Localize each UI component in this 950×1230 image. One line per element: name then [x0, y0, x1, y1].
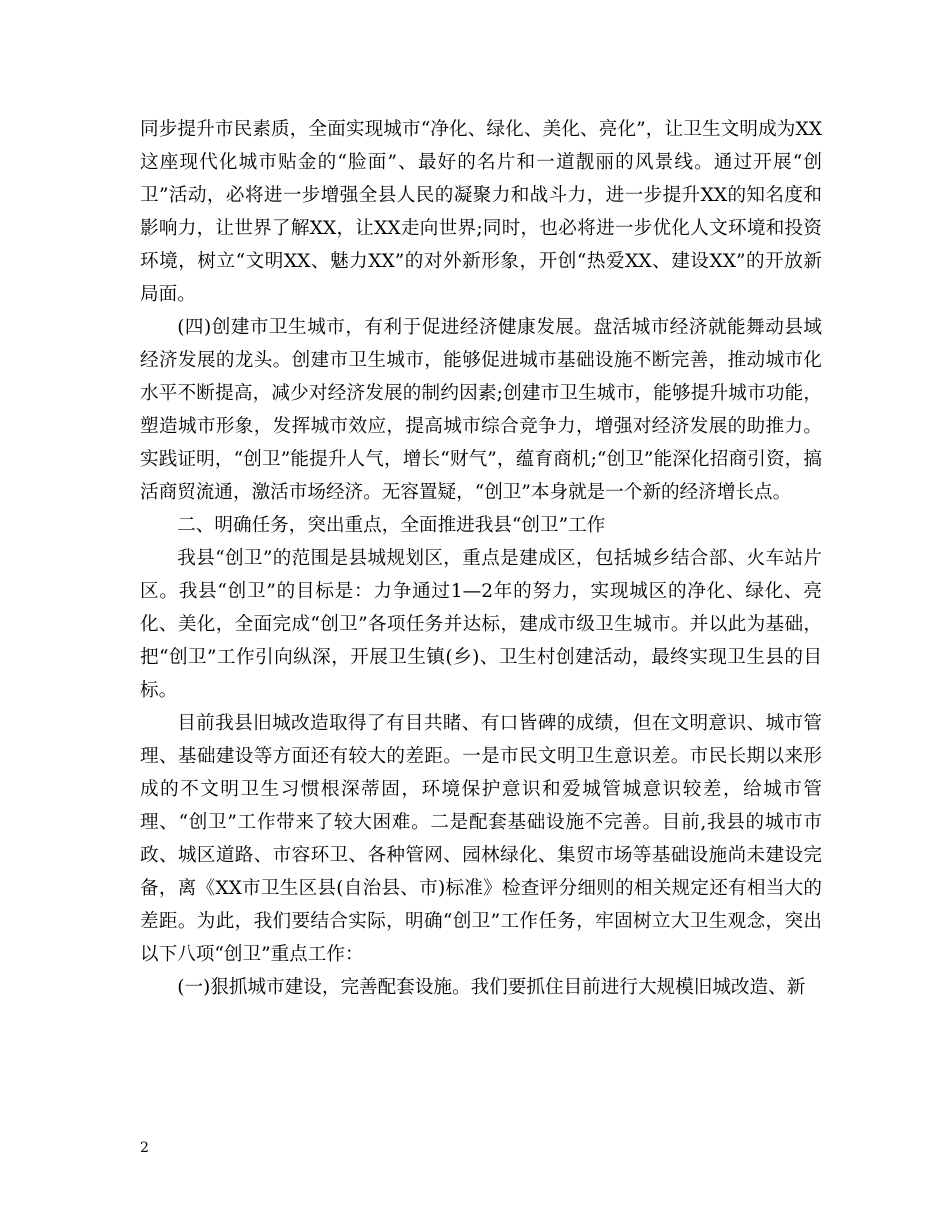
paragraph-current-status: 目前我县旧城改造取得了有目共睹、有口皆碑的成绩，但在文明意识、城市管理、基础建设等方面还有较大的差距。一是市民文明卫生意识差。市民长期以来形成的不文明卫生习惯根深蒂固，环境保护意识和爱城管城意识较差，给城市管理、“创卫”工作带来了较大困难。二是配套基础设施不完善。目前,我县的城市市政、城区道路、市容环卫、各种管网、园林绿化、集贸市场等基础设施尚未建设完备，离《XX市卫生区县(自治县、市)标准》检查评分细则的相关规定还有相当大的差距。为此，我们要结合实际，明确“创卫”工作任务，牢固树立大卫生观念，突出以下八项“创卫”重点工作： [140, 713, 822, 965]
document-body [140, 113, 822, 1004]
paragraph-continuation: 同步提升市民素质，全面实现城市“净化、绿化、美化、亮化”，让卫生文明成为XX这座现代化城市贴金的“脸面”、最好的名片和一道靓丽的风景线。通过开展“创卫”活动，必将进一步增强全县人民的凝聚力和战斗力，进一步提升XX的知名度和影响力，让世界了解XX，让XX走向世界;同时，也必将进一步优化人文环境和投资环境，树立“文明XX、魅力XX”的对外新形象，开创“热爱XX、建设XX”的开放新局面。 [140, 119, 822, 305]
page-number: 2 [140, 1140, 149, 1156]
paragraph-task-one: (一)狠抓城市建设，完善配套设施。我们要抓住目前进行大规模旧城改造、新 [177, 977, 806, 998]
paragraph-scope-and-goal: 我县“创卫”的范围是县城规划区，重点是建成区，包括城乡结合部、火车站片区。我县“创卫”的目标是：力争通过1—2年的努力，实现城区的净化、绿化、亮化、美化，全面完成“创卫”各项任务并达标，建成市级卫生城市。并以此为基础，把“创卫”工作引向纵深，开展卫生镇(乡)、卫生村创建活动，最终实现卫生县的目标。 [140, 548, 822, 701]
section-heading-two: 二、明确任务，突出重点，全面推进我县“创卫”工作 [177, 515, 606, 536]
paragraph-section-four: (四)创建市卫生城市，有利于促进经济健康发展。盘活城市经济就能舞动县域经济发展的龙头。创建市卫生城市，能够促进城市基础设施不断完善，推动城市化水平不断提高，减少对经济发展的制约因素;创建市卫生城市，能够提升城市功能，塑造城市形象，发挥城市效应，提高城市综合竞争力，增强对经济发展的助推力。实践证明，“创卫”能提升人气，增长“财气”，蕴育商机;“创卫”能深化招商引资，搞活商贸流通，激活市场经济。无容置疑，“创卫”本身就是一个新的经济增长点。 [140, 317, 822, 503]
